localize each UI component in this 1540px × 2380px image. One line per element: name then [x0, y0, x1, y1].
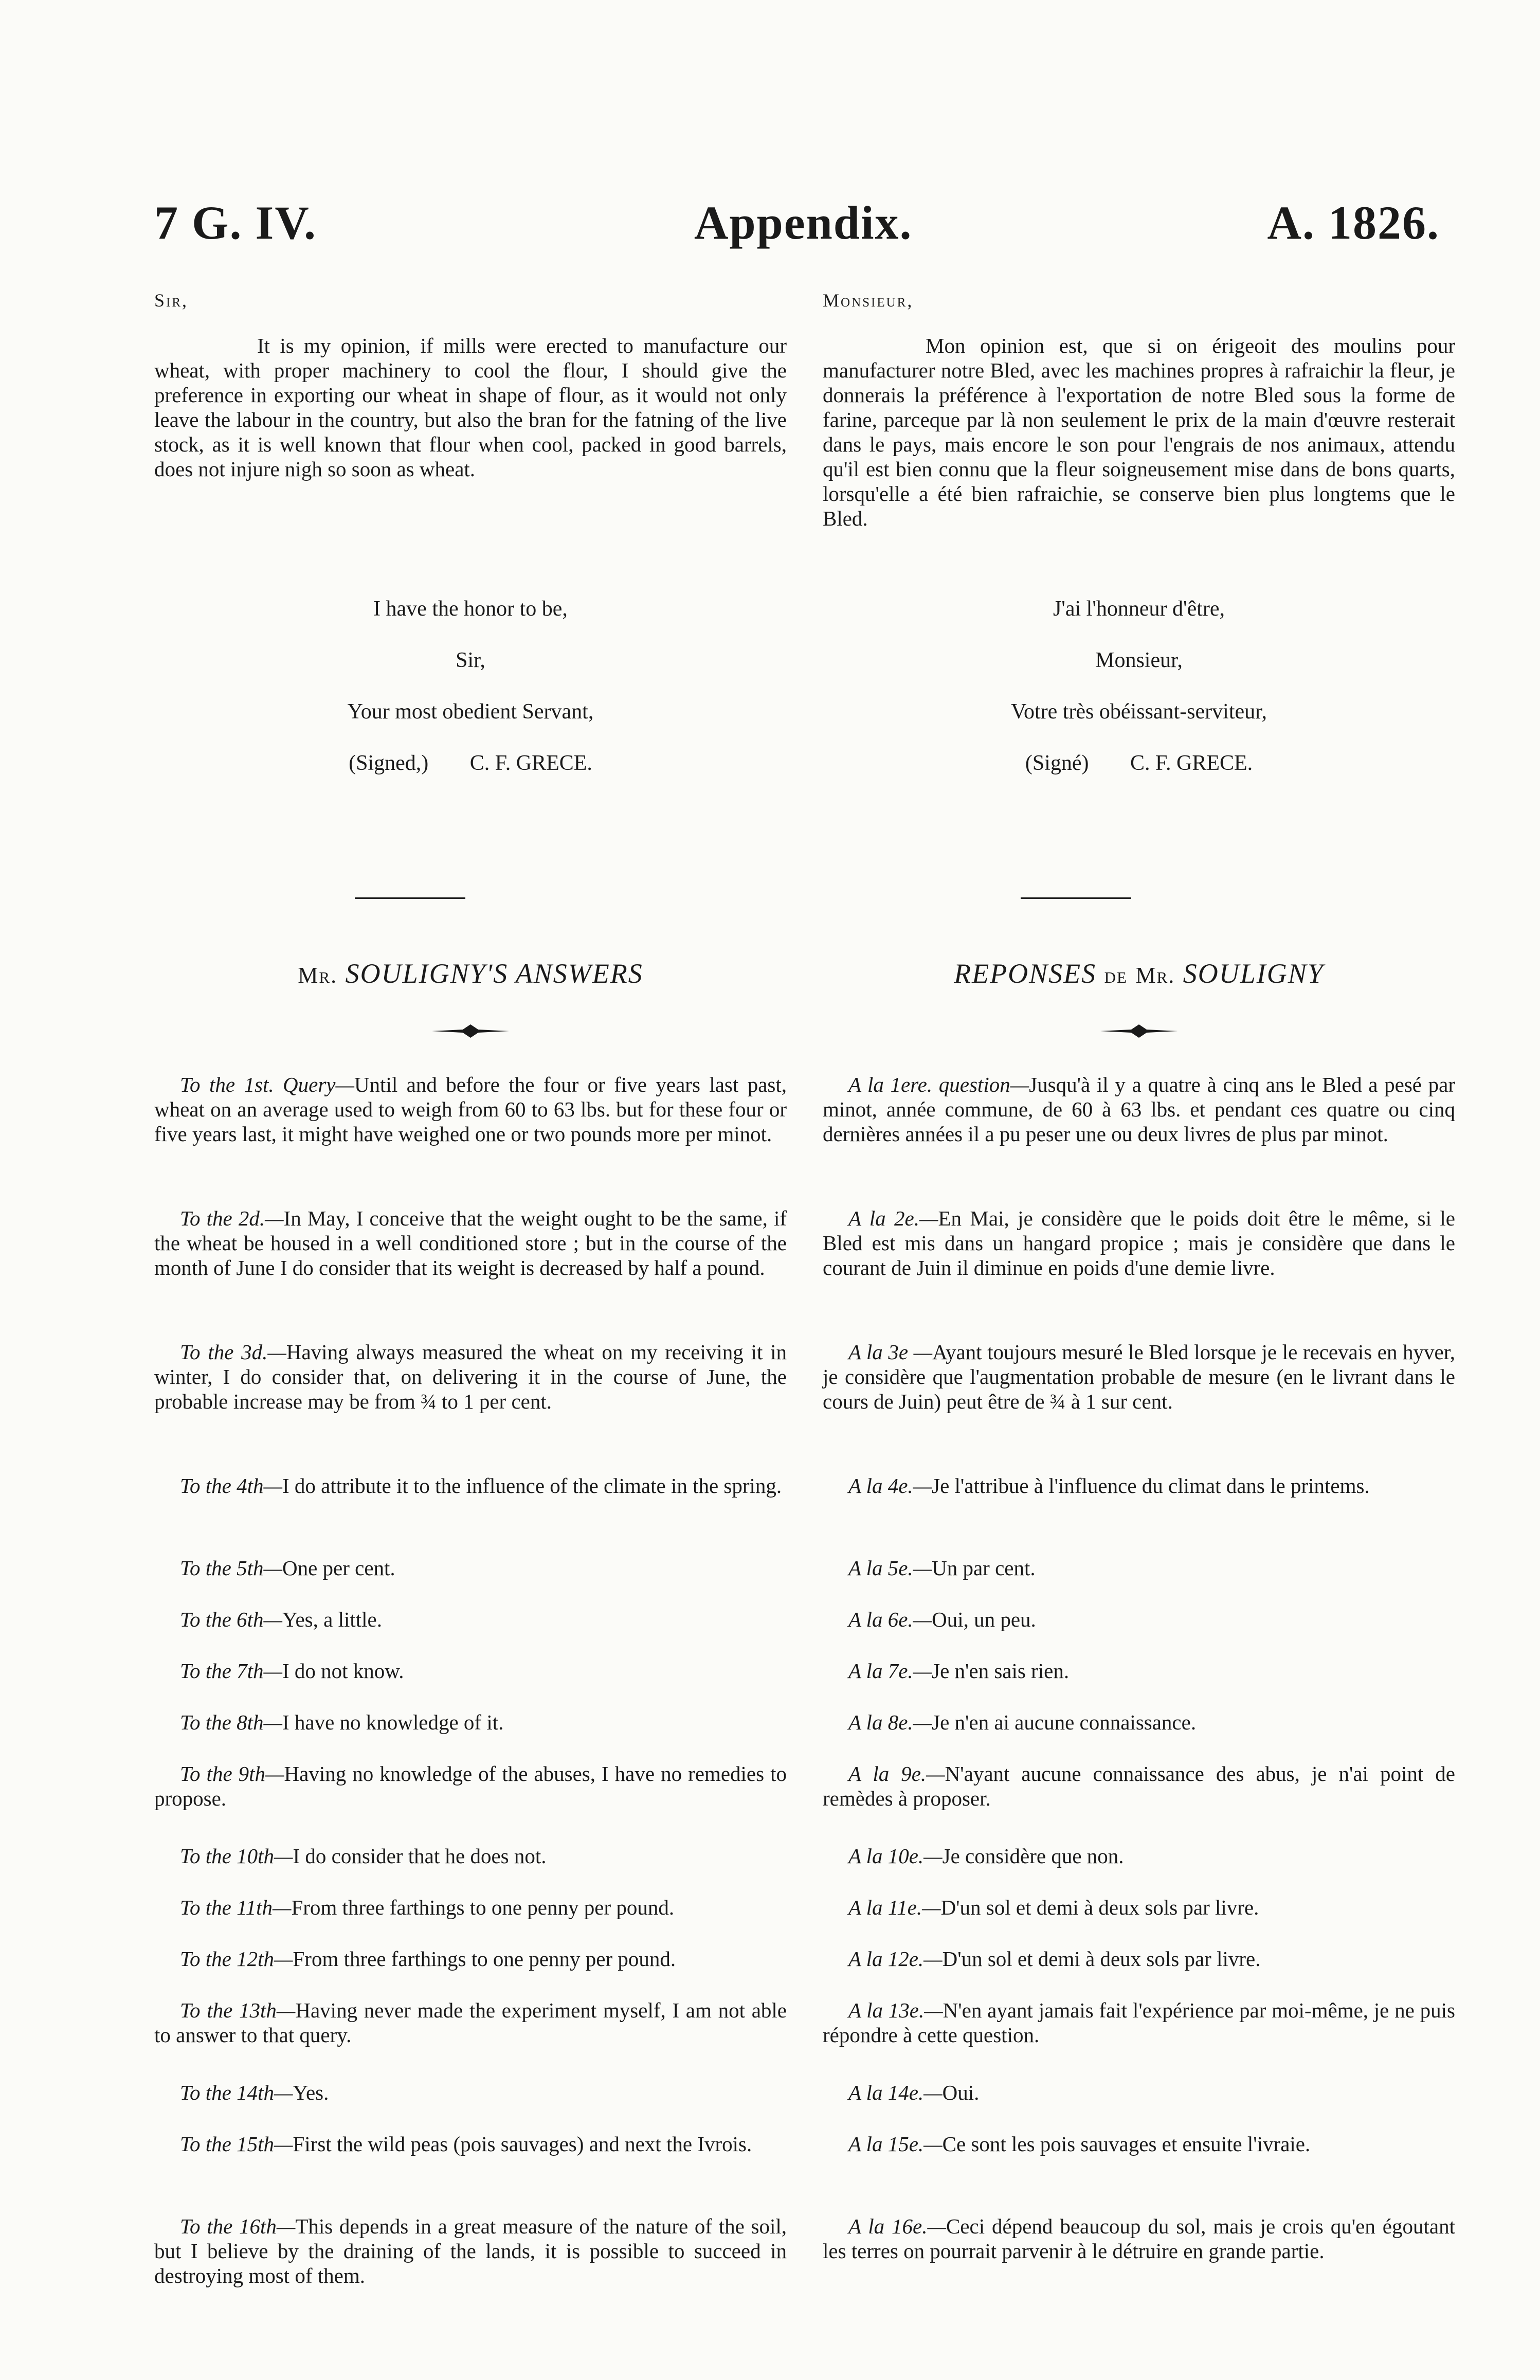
answer-item — [154, 2132, 787, 2156]
answer-text: D'un sol et demi à deux sols par livre. — [940, 1896, 1259, 1919]
answer-paragraph — [823, 1658, 1455, 1683]
answer-text: Je l'attribue à l'influence du climat dans le printems. — [932, 1474, 1370, 1498]
title-prefix: Mr. — [298, 963, 338, 988]
answer-lead: To the 6th— — [180, 1608, 282, 1631]
answer-paragraph — [154, 1658, 787, 1683]
answer-item — [154, 1072, 787, 1146]
title-main: REPONSES — [954, 958, 1097, 989]
answer-text: Ce sont les pois sauvages et ensuite l'ivraie. — [942, 2132, 1311, 2156]
answer-text: Having never made the experiment myself, I am not able to answer to that query. — [154, 1998, 787, 2047]
answer-text: Oui, un peu. — [932, 1608, 1036, 1631]
answer-item — [154, 1206, 787, 1280]
answer-item — [154, 2080, 787, 2105]
section-divider — [355, 897, 465, 899]
answer-item — [154, 1710, 787, 1735]
answer-lead: A la 2e.— — [848, 1206, 938, 1230]
answer-item — [823, 1658, 1455, 1683]
answer-item — [823, 1998, 1455, 2047]
answer-text: Until and before the four or five years last past, wheat on an average used to weigh from 60 to 63 lbs. but for these four or five years last, it might have weighed one or two pounds more per minot. — [154, 1073, 787, 1146]
answer-lead: To the 5th— — [180, 1556, 282, 1580]
signature-line-fr — [823, 751, 1455, 802]
answer-text: Jusqu'à il y a quatre à cinq ans le Bled a pesé par minot, année commune, de 60 à 63 lbs. et pendant ces quatre ou cinq dernières années il a pu peser une ou deux livres de plus par minot. — [823, 1073, 1456, 1146]
answer-text: Ayant toujours mesuré le Bled lorsque je le recevais en hyver, je considère que l'augmentation probable de mesure (en le livrant dans le cours de Juin) peut être de ¾ à 1 sur cent. — [823, 1340, 1455, 1413]
closing-line: J'ai l'honneur d'être, — [1053, 597, 1225, 621]
answer-text: Je n'en sais rien. — [932, 1659, 1070, 1683]
answer-text: Having no knowledge of the abuses, I have no remedies to propose. — [154, 1762, 787, 1810]
header-session: 7 G. IV. — [154, 196, 317, 249]
answer-paragraph — [154, 1895, 787, 1920]
answer-paragraph — [154, 2080, 787, 2105]
answer-text: First the wild peas (pois sauvages) and next the Ivrois. — [293, 2132, 752, 2156]
answer-lead: To the 2d.— — [180, 1206, 284, 1230]
answer-text: En Mai, je considère que le poids doit être le même, si le Bled est mis dans un hangard propice ; mais je considère que dans le courant de Juin il diminue en poids d'une demie livre. — [823, 1206, 1455, 1279]
answer-paragraph — [823, 1206, 1455, 1280]
answer-paragraph — [823, 2214, 1455, 2263]
answer-paragraph — [823, 2080, 1455, 2105]
answer-lead: To the 1st. Query— — [180, 1073, 354, 1096]
answer-lead: A la 11e.— — [848, 1896, 941, 1919]
title-de: de — [1104, 963, 1128, 988]
closing-line: Votre très obéissant-serviteur, — [1011, 700, 1267, 724]
answer-item — [823, 1844, 1455, 1868]
letter-body-fr: Mon opinion est, que si on érigeoit des moulins pour manufacturer notre Bled, avec les machines propres à rafraichir la fleur, je donnerais la préférence à l'exportation de notre Bled sous la forme de farine, parceque par là non seulement le prix de la main d'œuvre resterait dans le pays, mais encore le son pour l'engrais de nos animaux, attendu qu'il est bien connu que la fleur soigneusement mise dans de bons quarts, lorsqu'elle a été bien rafraichie, se conserve bien plus longtems que le Bled. — [823, 334, 1455, 530]
answer-text: Un par cent. — [932, 1556, 1036, 1580]
header-year: A. 1826. — [1267, 196, 1440, 249]
answer-item — [154, 1607, 787, 1632]
answer-lead: To the 11th— — [180, 1896, 292, 1919]
title-mr: Mr. — [1135, 963, 1175, 988]
ornament-icon — [1100, 1023, 1177, 1039]
signature-name: C. F. GRECE. — [469, 751, 592, 775]
answer-text: Yes, a little. — [282, 1608, 382, 1631]
answer-text: From three farthings to one penny per pound. — [293, 1947, 676, 1971]
answer-text: From three farthings to one penny per pound. — [291, 1896, 675, 1919]
answer-lead: A la 5e.— — [848, 1556, 932, 1580]
answer-paragraph — [154, 1556, 787, 1580]
signed-label: (Signé) — [1025, 751, 1089, 775]
letter-salutation-en: Sir, — [154, 290, 189, 311]
answer-paragraph — [823, 1473, 1455, 1498]
answer-paragraph — [823, 1072, 1455, 1146]
answer-paragraph — [823, 2132, 1455, 2156]
answer-lead: A la 8e.— — [848, 1710, 932, 1734]
answer-item — [823, 1607, 1455, 1632]
answer-text: N'ayant aucune connaissance des abus, je n'ai point de remèdes à proposer. — [823, 1762, 1455, 1810]
answer-text: Je n'en ai aucune connaissance. — [932, 1710, 1197, 1734]
answer-lead: A la 3e — — [848, 1340, 933, 1364]
answer-paragraph — [154, 1340, 787, 1414]
answer-item — [823, 2132, 1455, 2156]
answer-item — [154, 1340, 787, 1414]
answer-item — [154, 1998, 787, 2047]
answer-lead: To the 4th— — [180, 1474, 282, 1498]
answer-lead: To the 13th— — [180, 1998, 296, 2022]
answer-paragraph — [154, 2132, 787, 2156]
answer-lead: To the 16th— — [180, 2214, 296, 2238]
answer-lead: A la 10e.— — [848, 1844, 943, 1868]
answer-lead: A la 1ere. question— — [848, 1073, 1029, 1096]
answer-lead: To the 14th— — [180, 2081, 293, 2104]
answer-lead: To the 12th— — [180, 1947, 293, 1971]
running-header — [154, 195, 1440, 257]
answer-item — [823, 1072, 1455, 1146]
answer-paragraph — [154, 1844, 787, 1868]
answer-lead: A la 14e.— — [848, 2081, 943, 2104]
answer-paragraph — [823, 1556, 1455, 1580]
answer-lead: To the 7th— — [180, 1659, 282, 1683]
answer-lead: A la 16e.— — [848, 2214, 946, 2238]
answer-item — [823, 1556, 1455, 1580]
signature-name: C. F. GRECE. — [1130, 751, 1253, 775]
answer-text: Je considère que non. — [942, 1844, 1124, 1868]
answer-item — [823, 1895, 1455, 1920]
section-divider — [1021, 897, 1131, 899]
answer-lead: A la 15e.— — [848, 2132, 943, 2156]
answer-item — [154, 1946, 787, 1971]
answer-lead: A la 6e.— — [848, 1608, 932, 1631]
answer-lead: A la 7e.— — [848, 1659, 932, 1683]
answer-text: Having always measured the wheat on my receiving it in winter, I do consider that, on delivering it in the course of June, the probable increase may be from ¾ to 1 per cent. — [154, 1340, 787, 1413]
answer-text: Oui. — [942, 2081, 980, 2104]
closing-line: Monsieur, — [1095, 648, 1183, 672]
answer-paragraph — [823, 1340, 1455, 1414]
answer-text: Yes. — [293, 2081, 329, 2104]
closing-line: Sir, — [456, 648, 485, 672]
answer-text: One per cent. — [282, 1556, 395, 1580]
answer-item — [823, 1710, 1455, 1735]
answer-item — [823, 1946, 1455, 1971]
answer-text: Ceci dépend beaucoup du sol, mais je crois qu'en égoutant les terres on pourrait parvenir à le détruire en grande partie. — [823, 2214, 1455, 2263]
letter-salutation-fr: Monsieur, — [823, 290, 914, 311]
letter-body-en: It is my opinion, if mills were erected to manufacture our wheat, with proper machinery to cool the flour, I should give the preference in exporting our wheat in shape of flour, as it would not only leave the labour in the country, but also the bran for the fatning of the live stock, as it is well known that flour when cool, packed in good barrels, does not injure nigh so soon as wheat. — [154, 334, 787, 481]
signed-label: (Signed,) — [349, 751, 429, 775]
answer-item — [823, 2214, 1455, 2263]
answer-item — [154, 1556, 787, 1580]
answer-item — [823, 1473, 1455, 1498]
answer-text: I have no knowledge of it. — [282, 1710, 504, 1734]
answer-paragraph — [154, 1473, 787, 1498]
answer-item — [154, 1658, 787, 1683]
answer-item — [823, 1340, 1455, 1414]
answer-paragraph — [823, 1998, 1455, 2047]
answer-paragraph — [154, 1072, 787, 1146]
answer-text: I do not know. — [282, 1659, 404, 1683]
answer-lead: To the 3d.— — [180, 1340, 286, 1364]
answer-paragraph — [823, 1607, 1455, 1632]
answer-lead: To the 10th— — [180, 1844, 293, 1868]
section-title-fr — [823, 958, 1455, 989]
answer-paragraph — [823, 1844, 1455, 1868]
answer-lead: To the 15th— — [180, 2132, 293, 2156]
answer-paragraph — [154, 1946, 787, 1971]
answer-paragraph — [154, 1761, 787, 1811]
closing-line: I have the honor to be, — [373, 597, 568, 621]
answer-text: D'un sol et demi à deux sols par livre. — [942, 1947, 1261, 1971]
answer-item — [154, 1761, 787, 1811]
answer-paragraph — [823, 1895, 1455, 1920]
answer-lead: To the 9th— — [180, 1762, 284, 1786]
closing-line: Your most obedient Servant, — [347, 700, 594, 724]
answer-text: I do consider that he does not. — [293, 1844, 547, 1868]
answer-text: This depends in a great measure of the nature of the soil, but I believe by the draining of the lands, it is possible to succeed in destroying most of them. — [154, 2214, 787, 2287]
answer-item — [154, 1844, 787, 1868]
answer-paragraph — [154, 1607, 787, 1632]
answer-paragraph — [154, 2214, 787, 2288]
ornament-icon — [432, 1023, 509, 1039]
title-main: SOULIGNY'S ANSWERS — [345, 958, 643, 989]
answer-paragraph — [823, 1946, 1455, 1971]
signature-line-en — [154, 751, 787, 802]
answer-paragraph — [154, 1206, 787, 1280]
letter-closing-en — [154, 597, 787, 802]
header-appendix: Appendix. — [694, 196, 913, 249]
section-title-en — [154, 958, 787, 989]
answer-item — [823, 2080, 1455, 2105]
answer-lead: A la 12e.— — [848, 1947, 943, 1971]
answer-item — [154, 2214, 787, 2288]
letter-closing-fr — [823, 597, 1455, 802]
answer-item — [823, 1761, 1455, 1811]
answer-lead: A la 4e.— — [848, 1474, 932, 1498]
answer-lead: A la 9e.— — [848, 1762, 945, 1786]
answer-paragraph — [154, 1710, 787, 1735]
title-name: SOULIGNY — [1183, 958, 1324, 989]
answer-item — [154, 1895, 787, 1920]
answer-paragraph — [823, 1761, 1455, 1811]
answer-lead: To the 8th— — [180, 1710, 282, 1734]
answer-paragraph — [823, 1710, 1455, 1735]
answer-lead: A la 13e.— — [848, 1998, 943, 2022]
answer-text: I do attribute it to the influence of the climate in the spring. — [282, 1474, 782, 1498]
answer-text: In May, I conceive that the weight ought to be the same, if the wheat be housed in a well conditioned store ; but in the course of the month of June I do consider that its weight is decreased by half a pound. — [154, 1206, 787, 1279]
answer-text: N'en ayant jamais fait l'expérience par moi-même, je ne puis répondre à cette question. — [823, 1998, 1455, 2047]
answer-item — [823, 1206, 1455, 1280]
answer-item — [154, 1473, 787, 1498]
answer-paragraph — [154, 1998, 787, 2047]
